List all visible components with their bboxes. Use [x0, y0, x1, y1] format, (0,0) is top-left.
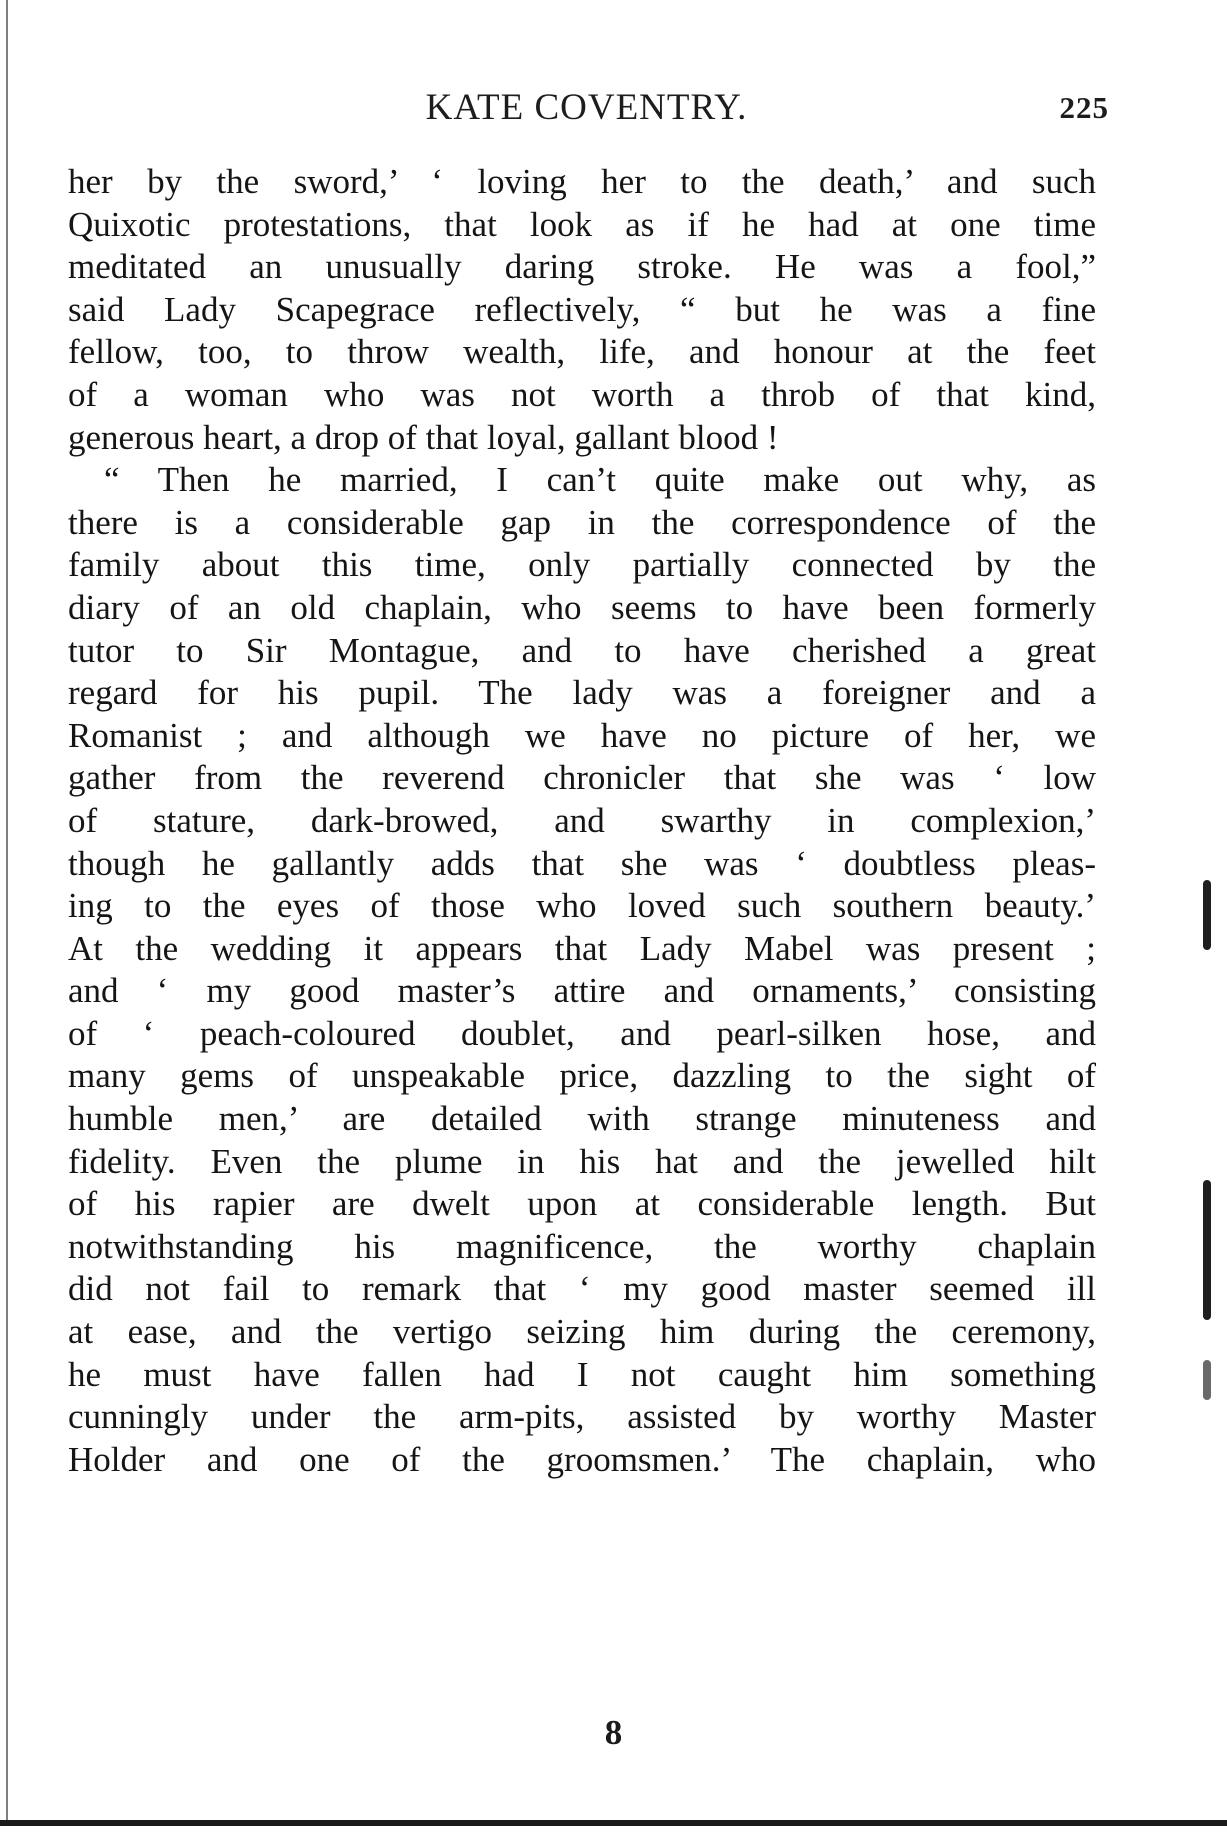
text-line: regard for his pupil. The lady was a foreigner and a — [68, 673, 1096, 713]
text-line: did not fail to remark that ‘ my good master seemed ill — [68, 1269, 1096, 1309]
binding-mark — [1203, 1180, 1211, 1320]
page-edge-rule — [6, 0, 8, 1820]
text-line: many gems of unspeakable price, dazzling to the sight of — [68, 1056, 1096, 1096]
text-line: Romanist ; and although we have no picture of her, we — [68, 715, 1096, 755]
text-line: cunningly under the arm-pits, assisted by worthy Master — [68, 1397, 1096, 1437]
text-line: of his rapier are dwelt upon at considerable length. But — [68, 1184, 1096, 1224]
text-line: ing to the eyes of those who loved such southern beauty.’ — [68, 886, 1096, 926]
text-line: though he gallantly adds that she was ‘ doubtless pleas- — [68, 843, 1096, 883]
text-line: said Lady Scapegrace reflectively, “ but he was a fine — [68, 289, 1096, 329]
text-line: at ease, and the vertigo seizing him during the ceremony, — [68, 1312, 1096, 1352]
text-line: there is a considerable gap in the correspondence of the — [68, 502, 1096, 542]
text-line: fellow, too, to throw wealth, life, and honour at the feet — [68, 332, 1096, 372]
text-line: he must have fallen had I not caught him something — [68, 1354, 1096, 1394]
text-line: and ‘ my good master’s attire and ornaments,’ consisting — [68, 971, 1096, 1011]
binding-mark — [1203, 1360, 1211, 1400]
text-line: her by the sword,’ ‘ loving her to the death,’ and such — [68, 162, 1096, 201]
text-line: of a woman who was not worth a throb of that kind, — [68, 374, 1096, 414]
text-line: Holder and one of the groomsmen.’ The chaplain, who — [68, 1439, 1096, 1479]
text-line: gather from the reverend chronicler that she was ‘ low — [68, 758, 1096, 798]
text-line: notwithstanding his magnificence, the worthy chaplain — [68, 1226, 1096, 1266]
text-line: meditated an unusually daring stroke. He was a fool,” — [68, 247, 1096, 287]
signature-mark: 8 — [604, 1713, 623, 1752]
text-line: humble men,’ are detailed with strange minuteness and — [68, 1099, 1096, 1139]
text-line: of ‘ peach-coloured doublet, and pearl-silken hose, and — [68, 1013, 1096, 1053]
bottom-rule — [0, 1820, 1227, 1826]
page-header — [64, 86, 1109, 146]
binding-mark — [1203, 880, 1211, 950]
text-line: generous heart, a drop of that loyal, gallant blood ! — [68, 417, 779, 457]
text-line: of stature, dark-browed, and swarthy in complexion,’ — [68, 800, 1096, 840]
page-number: 225 — [1059, 90, 1109, 125]
text-line: Quixotic protestations, that look as if he had at one time — [68, 204, 1096, 244]
body-text — [68, 161, 1096, 1481]
text-line: diary of an old chaplain, who seems to have been formerly — [68, 587, 1096, 627]
text-line: fidelity. Even the plume in his hat and the jewelled hilt — [68, 1141, 1096, 1181]
binding-marks — [1203, 760, 1213, 1280]
text-line: family about this time, only partially connected by the — [68, 545, 1096, 585]
running-head: KATE COVENTRY. — [425, 87, 748, 128]
text-line: tutor to Sir Montague, and to have cherished a great — [68, 630, 1096, 670]
text-line: “ Then he married, I can’t quite make out why, as — [104, 460, 1096, 500]
text-line: At the wedding it appears that Lady Mabel was present ; — [68, 928, 1096, 968]
